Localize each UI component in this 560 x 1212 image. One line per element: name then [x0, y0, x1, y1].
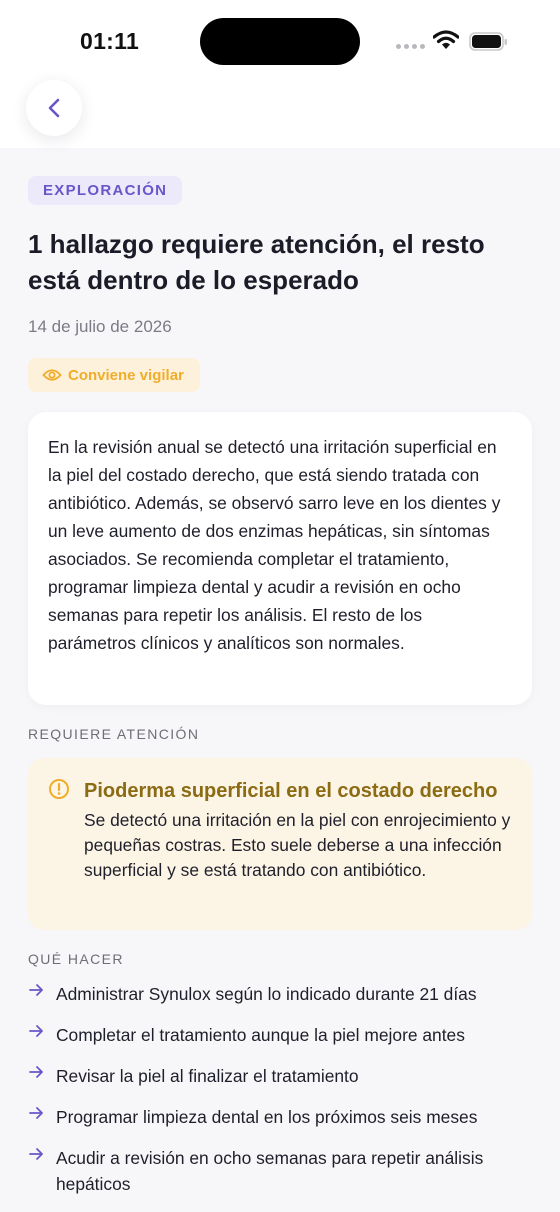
top-bar [0, 0, 560, 148]
action-text: Programar limpieza dental en los próximos seis meses [56, 1107, 478, 1127]
action-item [28, 1145, 532, 1197]
attention-card [28, 758, 532, 930]
attention-section-label: REQUIERE ATENCIÓN [28, 726, 200, 742]
arrow-right-icon [29, 1106, 45, 1120]
battery-icon [469, 32, 509, 52]
arrow-right-icon [29, 1065, 45, 1079]
report-date: 14 de julio de 2026 [28, 317, 172, 336]
action-text: Acudir a revisión en ocho semanas para repetir análisis hepáticos [56, 1148, 484, 1194]
status-chip-label: Conviene vigilar [68, 366, 184, 384]
wifi-icon [433, 30, 459, 50]
back-button[interactable] [26, 80, 82, 136]
category-badge: EXPLORACIÓN [28, 176, 182, 205]
action-item [28, 1022, 532, 1048]
dynamic-island [200, 18, 360, 65]
page-title: 1 hallazgo requiere atención, el resto está dentro de lo esperado [28, 229, 485, 295]
arrow-right-icon [29, 1147, 45, 1161]
alert-circle-icon [48, 778, 70, 800]
summary-card [28, 412, 532, 705]
actions-section-label: QUÉ HACER [28, 951, 124, 967]
arrow-right-icon [29, 983, 45, 997]
eye-icon [42, 368, 62, 382]
action-text: Administrar Synulox según lo indicado durante 21 días [56, 984, 477, 1004]
action-text: Revisar la piel al finalizar el tratamiento [56, 1066, 359, 1086]
summary-text: En la revisión anual se detectó una irritación superficial en la piel del costado derecho, que está siendo tratada con antibiótico. Además, se observó sarro leve en los dientes y un leve aumento de dos enzimas hepáticas, sin síntomas asociados. Se recomienda completar el tratamiento, programar limpieza dental y acudir a revisión en ocho semanas para repetir los análisis. El resto de los parámetros clínicos y analíticos son normales. [48, 437, 501, 653]
status-chip [28, 358, 200, 392]
cellular-signal-icon [396, 44, 426, 50]
action-item [28, 981, 532, 1007]
status-time: 01:11 [80, 28, 140, 54]
attention-description: Se detectó una irritación en la piel con enrojecimiento y pequeñas costras. Esto suele deberse a una infección superficial y se está tratando con antibiótico. [84, 810, 511, 880]
action-item [28, 1063, 532, 1089]
action-list [28, 981, 532, 1212]
chevron-left-icon [47, 97, 61, 119]
arrow-right-icon [29, 1024, 45, 1038]
attention-title: Pioderma superficial en el costado derecho [84, 780, 498, 802]
action-item [28, 1104, 532, 1130]
action-text: Completar el tratamiento aunque la piel mejore antes [56, 1025, 465, 1045]
